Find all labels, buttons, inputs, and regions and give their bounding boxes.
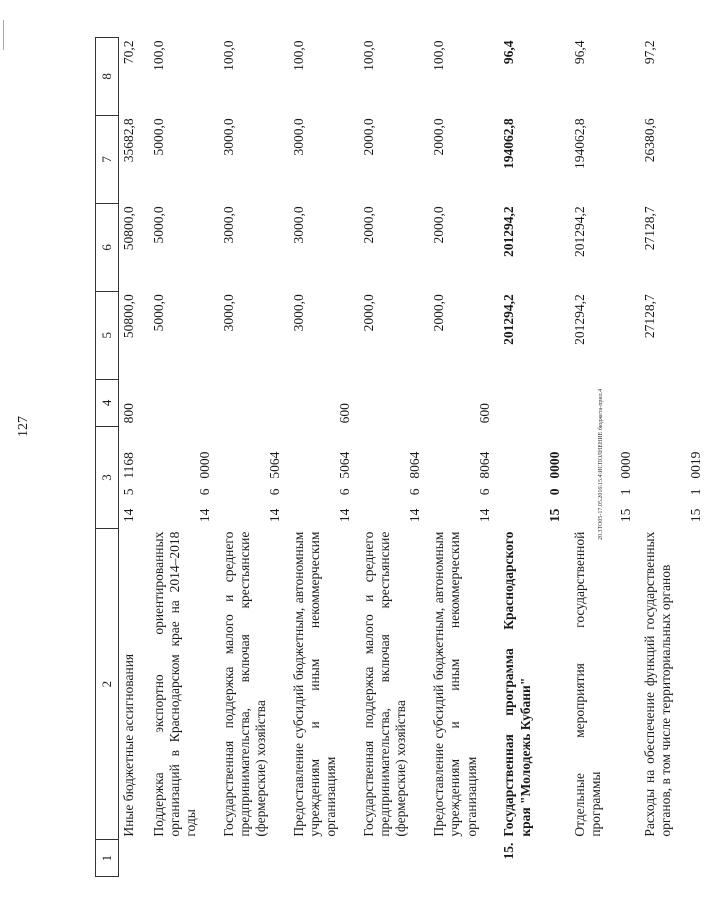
code-section: 15 — [547, 508, 563, 523]
row-title: Иные бюджетные ассигнования — [121, 653, 136, 837]
value-col-7: 3000,0 — [290, 118, 306, 156]
row-number — [147, 840, 217, 877]
code-item: 0000 — [196, 451, 212, 479]
row-number — [638, 840, 708, 877]
row-title: Предоставление субсидий бюджетным, автономным учреждениям и иным некоммерческим организациям — [431, 531, 479, 837]
code-item: 0000 — [547, 451, 563, 479]
table-row-program — [497, 38, 567, 877]
value-col-5: 3000,0 — [220, 294, 236, 332]
code-item: 0019 — [687, 451, 703, 479]
value-col-6: 2000,0 — [361, 206, 377, 244]
code-subsection: 6 — [266, 488, 282, 496]
value-col-5: 201294,2 — [571, 294, 587, 345]
code-type — [217, 379, 287, 426]
value-col-5: 27128,7 — [641, 294, 657, 339]
code-type: 600 — [336, 403, 352, 424]
table-row — [427, 38, 497, 877]
row-number — [357, 840, 427, 877]
code-item: 8064 — [407, 451, 423, 479]
code-section: 14 — [477, 508, 493, 523]
row-title: Предоставление субсидий бюджетным, автономным учреждениям и иным некоммерческим организациям — [290, 531, 339, 837]
header-col-6: 6 — [96, 203, 119, 291]
header-col-7: 7 — [96, 115, 119, 203]
code-type — [568, 379, 638, 426]
table-row — [147, 38, 217, 877]
code-type — [497, 379, 567, 426]
value-col-8: 96,4 — [571, 40, 587, 65]
code-type: 600 — [477, 403, 493, 424]
value-col-8: 100,0 — [431, 40, 447, 71]
code-subsection: 1 — [687, 488, 703, 496]
header-col-8: 8 — [96, 38, 119, 116]
margin-mark — [3, 20, 4, 50]
footer-text: 20.3TO05-17.05.2016\15.4\ИСПОЛНЕНИЕ бюджета-прил.4 — [598, 388, 604, 540]
value-col-5: 3000,0 — [290, 294, 306, 332]
value-col-5: 5000,0 — [150, 294, 166, 332]
code-section: 15 — [617, 508, 633, 523]
value-col-5: 201294,2 — [501, 294, 517, 345]
value-col-6: 50800,0 — [121, 206, 136, 251]
row-number — [119, 840, 147, 877]
header-col-5: 5 — [96, 291, 119, 379]
row-number — [568, 840, 638, 877]
value-col-7: 3000,0 — [220, 118, 236, 156]
code-type: 800 — [121, 403, 136, 424]
code-subsection: 5 — [121, 488, 136, 496]
value-col-6: 201294,2 — [501, 206, 517, 257]
row-title: Расходы на обеспечение функций государственных органов, в том числе территориальных органов — [641, 531, 673, 837]
rotated-table-container — [95, 37, 703, 877]
value-col-8: 100,0 — [290, 40, 306, 71]
value-col-6: 201294,2 — [571, 206, 587, 257]
table-row — [217, 38, 287, 877]
value-col-8: 100,0 — [361, 40, 377, 71]
code-section: 14 — [407, 508, 423, 523]
table-row — [119, 38, 147, 877]
code-type — [147, 379, 217, 426]
code-subsection: 6 — [196, 488, 212, 496]
row-number: 15. — [501, 842, 517, 860]
value-col-8: 96,4 — [501, 40, 517, 65]
value-col-5: 2000,0 — [431, 294, 447, 332]
table-row — [568, 38, 638, 877]
value-col-7: 194062,8 — [501, 118, 517, 169]
value-col-6: 27128,7 — [641, 206, 657, 251]
code-subsection: 6 — [336, 488, 352, 496]
value-col-7: 194062,8 — [571, 118, 587, 169]
code-item: 5064 — [336, 451, 352, 479]
value-col-7: 26380,6 — [641, 118, 657, 163]
row-title: Государственная поддержка малого и среднего предпринимательства, включая крестьянские (фермерские) хозяйства — [220, 531, 269, 837]
row-title: Государственная программа Краснодарского края "Молодежь Кубани" — [501, 531, 533, 837]
value-col-6: 3000,0 — [220, 206, 236, 244]
row-number — [287, 840, 357, 877]
value-col-7: 5000,0 — [150, 118, 166, 156]
table-row — [357, 38, 427, 877]
code-subsection: 6 — [407, 488, 423, 496]
code-subsection: 6 — [477, 488, 493, 496]
header-row — [96, 38, 119, 877]
value-col-6: 5000,0 — [150, 206, 166, 244]
value-col-7: 35682,8 — [121, 118, 136, 163]
budget-table — [95, 37, 708, 877]
value-col-7: 2000,0 — [431, 118, 447, 156]
row-number — [427, 840, 497, 877]
code-item: 5064 — [266, 451, 282, 479]
code-type — [638, 379, 708, 426]
value-col-8: 100,0 — [220, 40, 236, 71]
code-type — [357, 379, 427, 426]
value-col-6: 2000,0 — [431, 206, 447, 244]
value-col-5: 2000,0 — [361, 294, 377, 332]
value-col-8: 70,2 — [121, 40, 136, 65]
page-number: 127 — [16, 416, 31, 437]
row-title: Государственная поддержка малого и среднего предпринимательства, включая крестьянские (фермерские) хозяйства — [361, 531, 409, 837]
code-section: 14 — [196, 508, 212, 523]
row-number — [217, 840, 287, 877]
value-col-8: 100,0 — [150, 40, 166, 71]
code-section: 14 — [266, 508, 282, 523]
header-col-3: 3 — [96, 426, 119, 528]
code-item: 8064 — [477, 451, 493, 479]
header-col-4: 4 — [96, 379, 119, 426]
code-item: 1168 — [121, 452, 136, 479]
table-row — [638, 38, 708, 877]
code-subsection: 0 — [547, 488, 563, 496]
table-row — [287, 38, 357, 877]
value-col-5: 50800,0 — [121, 294, 136, 339]
code-section: 14 — [336, 508, 352, 523]
value-col-6: 3000,0 — [290, 206, 306, 244]
header-col-1: 1 — [96, 840, 119, 877]
value-col-8: 97,2 — [641, 40, 657, 65]
code-section: 15 — [687, 508, 703, 523]
code-section: 14 — [121, 508, 136, 523]
row-title: Поддержка экспортно ориентированных организаций в Краснодарском крае на 2014–2018 годы — [150, 531, 198, 837]
code-item: 0000 — [617, 451, 633, 479]
value-col-7: 2000,0 — [361, 118, 377, 156]
header-col-2: 2 — [96, 529, 119, 840]
row-title: Отдельные мероприятия государственной программы — [571, 531, 603, 837]
code-subsection: 1 — [617, 488, 633, 496]
